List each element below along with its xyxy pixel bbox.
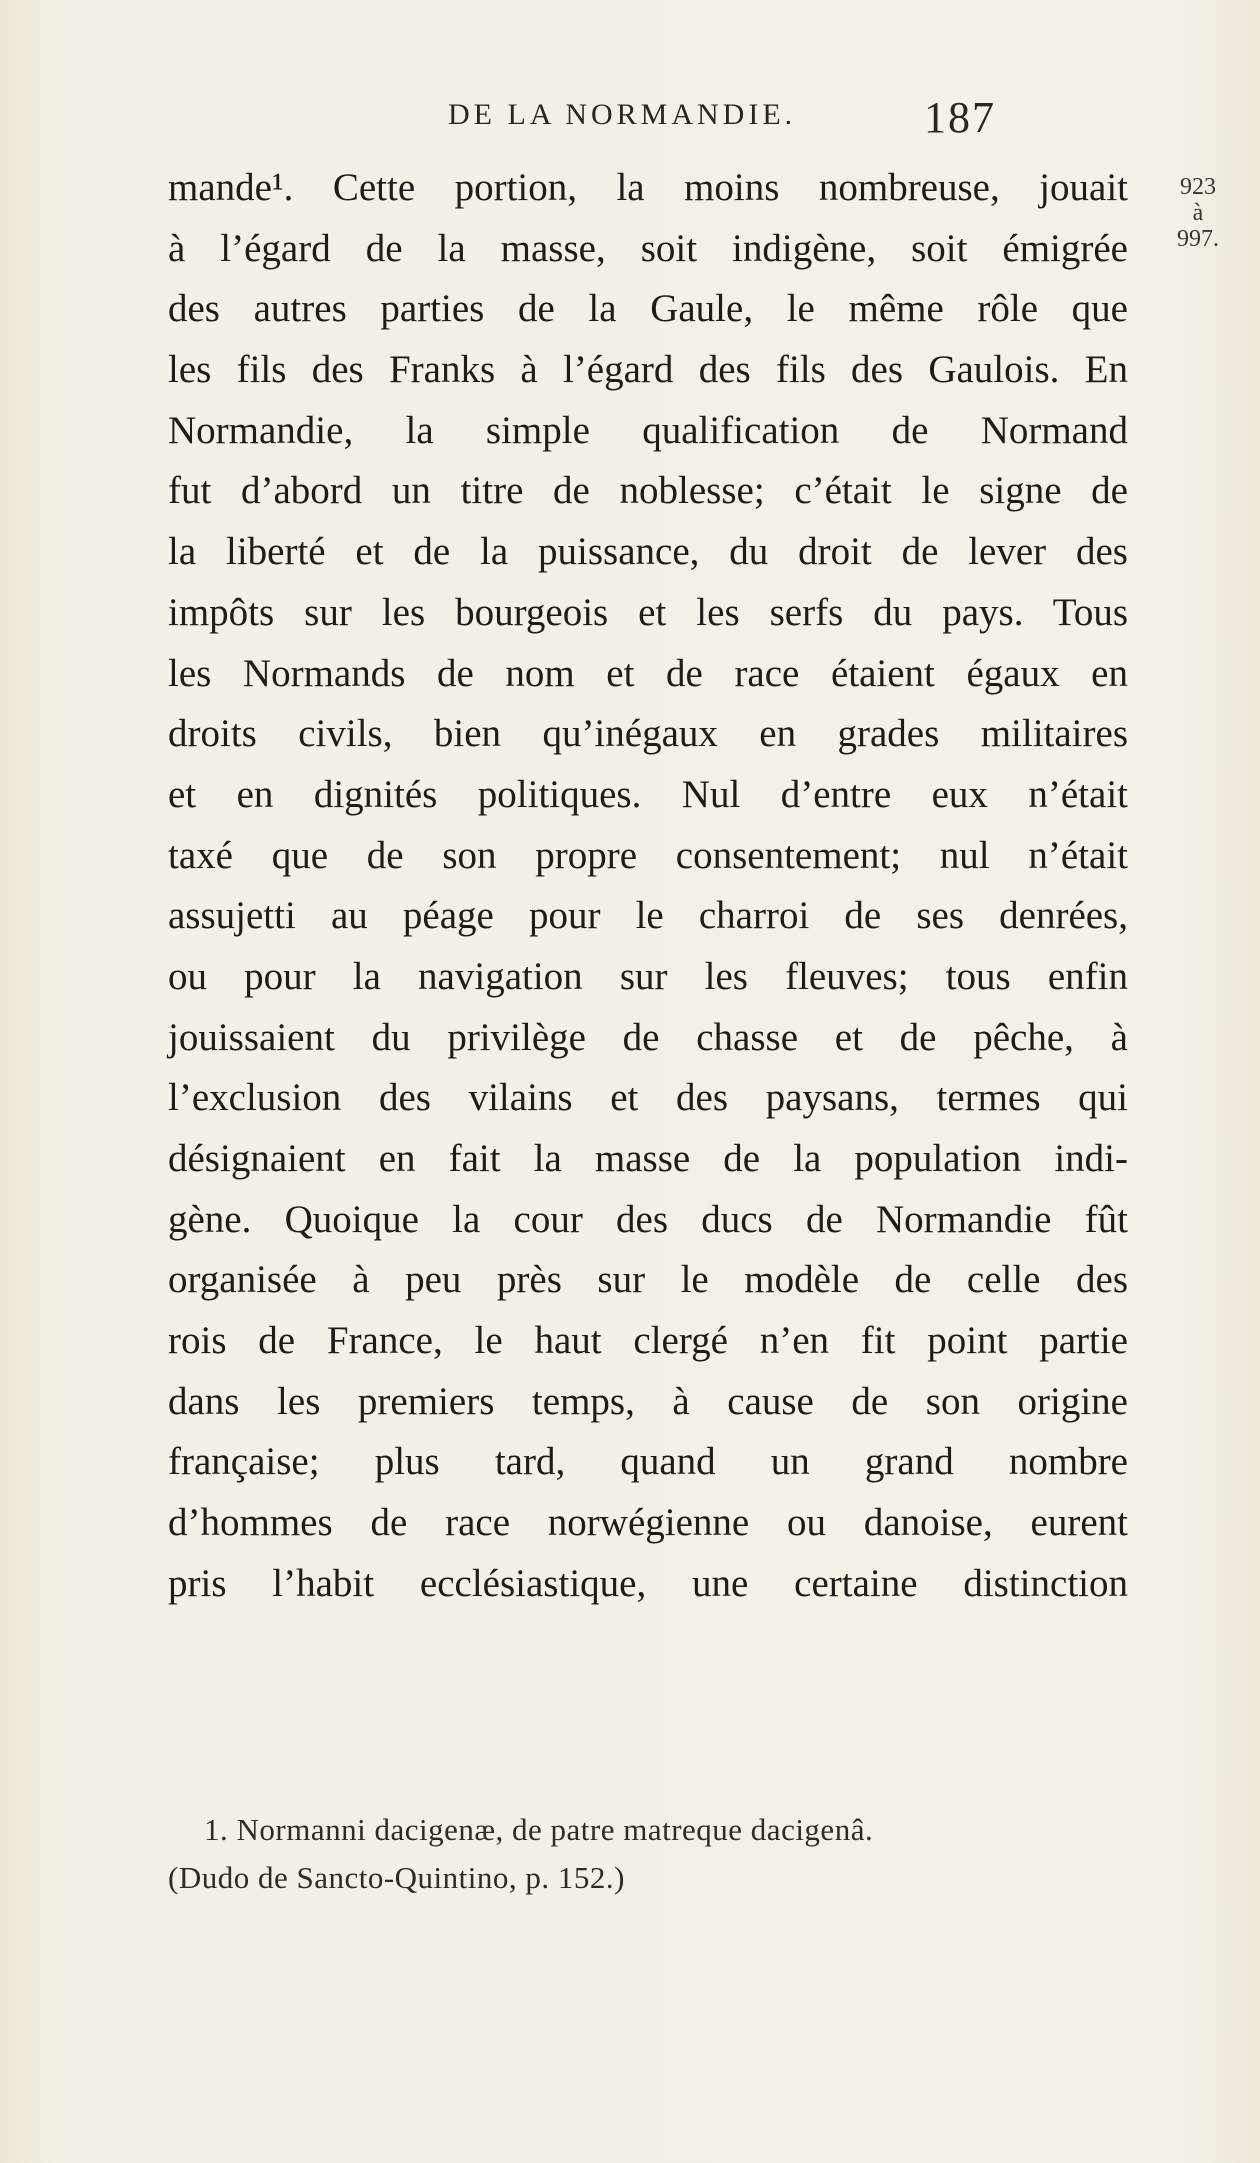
text-line: les Normands de nom et de race étaient égaux en [168,651,1128,695]
page-number: 187 [924,93,996,142]
text-line: droits civils, bien qu’inégaux en grades militaires [168,712,1128,756]
text-line: taxé que de son propre consentement; nul n’était [168,833,1128,877]
margin-date-separator: à [1192,200,1204,226]
margin-date-note [1168,174,1228,252]
text-line: Normandie, la simple qualification de Normand [168,408,1128,452]
text-line: d’hommes de race norwégienne ou danoise, eurent [168,1501,1128,1545]
text-line: des autres parties de la Gaule, le même rôle que [168,287,1128,331]
text-line: organisée à peu près sur le modèle de celle des [168,1258,1128,1302]
text-line: à l’égard de la masse, soit indigène, soit émigrée [168,226,1128,270]
text-line: et en dignités politiques. Nul d’entre eux n’était [168,772,1128,816]
text-line: rois de France, le haut clergé n’en fit point partie [168,1319,1128,1363]
text-line: dans les premiers temps, à cause de son origine [168,1379,1128,1423]
footnote [168,1806,1128,1902]
text-line: jouissaient du privilège de chasse et de pêche, à [168,1015,1128,1059]
text-line: ou pour la navigation sur les fleuves; tous enfin [168,954,1128,998]
text-line: assujetti au péage pour le charroi de ses denrées, [168,894,1128,938]
text-line: impôts sur les bourgeois et les serfs du pays. Tous [168,590,1128,634]
text-line: l’exclusion des vilains et des paysans, termes qui [168,1076,1128,1120]
text-line: mande¹. Cette portion, la moins nombreuse, jouait [168,166,1128,209]
text-line: française; plus tard, quand un grand nombre [168,1440,1128,1484]
text-line: fut d’abord un titre de noblesse; c’était le signe de [168,469,1128,513]
text-line: la liberté et de la puissance, du droit de lever des [168,530,1128,574]
main-text-block [168,158,1128,1615]
text-line: gène. Quoique la cour des ducs de Normandie fût [168,1197,1128,1241]
footnote-line: 1. Normanni dacigenæ, de patre matreque dacigenâ. [204,1812,874,1847]
text-line: désignaient en fait la masse de la population indi- [168,1137,1128,1180]
footnote-line: (Dudo de Sancto-Quintino, p. 152.) [168,1860,625,1895]
running-title: DE LA NORMANDIE. [448,98,797,131]
margin-date-start: 923 [1180,174,1216,200]
text-line: pris l’habit ecclésiastique, une certaine distinction [168,1561,1128,1605]
margin-date-end: 997. [1177,226,1219,252]
text-line: les fils des Franks à l’égard des fils des Gaulois. En [168,348,1128,392]
